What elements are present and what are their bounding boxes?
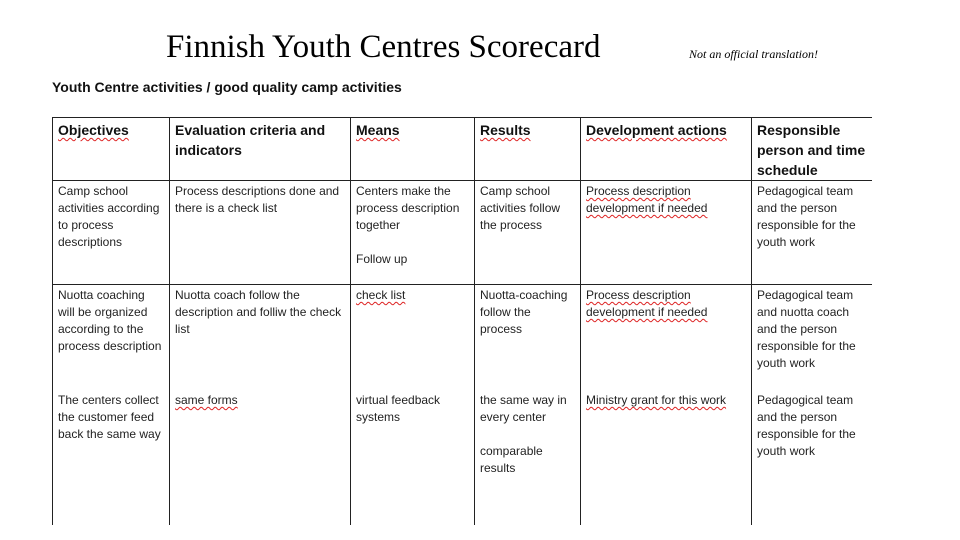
table-cell: check list	[351, 285, 475, 373]
table-cell: Centers make the process description together Follow up	[351, 181, 475, 285]
scorecard-table	[52, 117, 872, 525]
table-cell: Process description development if needed	[581, 181, 752, 285]
column-header-evaluation: Evaluation criteria and indicators	[170, 118, 351, 181]
table-cell: The centers collect the customer feed back the same way	[53, 372, 170, 525]
column-header-objectives: Objectives	[53, 118, 170, 181]
table-cell: Camp school activities follow the process	[475, 181, 581, 285]
table-cell: the same way in every center comparable results	[475, 372, 581, 525]
table-cell: Pedagogical team and the person responsible for the youth work	[752, 372, 872, 525]
column-header-responsible: Responsible person and time schedule	[752, 118, 872, 181]
table-row	[53, 285, 872, 373]
table-cell: Nuotta-coaching follow the process	[475, 285, 581, 373]
table-row	[53, 372, 872, 525]
page-title: Finnish Youth Centres Scorecard	[166, 29, 601, 65]
table-cell: Pedagogical team and the person responsible for the youth work	[752, 181, 872, 285]
table-cell: Process descriptions done and there is a check list	[170, 181, 351, 285]
table-cell: Pedagogical team and nuotta coach and the person responsible for the youth work	[752, 285, 872, 373]
table-cell: Camp school activities according to process descriptions	[53, 181, 170, 285]
column-header-development: Development actions	[581, 118, 752, 181]
section-subtitle: Youth Centre activities / good quality camp activities	[52, 79, 402, 95]
column-header-means: Means	[351, 118, 475, 181]
column-header-results: Results	[475, 118, 581, 181]
translation-note: Not an official translation!	[689, 47, 819, 61]
table-cell: virtual feedback systems	[351, 372, 475, 525]
table-cell: Nuotta coach follow the description and folliw the check list	[170, 285, 351, 373]
table-cell: Process description development if needed	[581, 285, 752, 373]
table-cell: same forms	[170, 372, 351, 525]
table-row	[53, 181, 872, 285]
table-cell: Ministry grant for this work	[581, 372, 752, 525]
table-header-row	[53, 118, 872, 181]
table-cell: Nuotta coaching will be organized according to the process description	[53, 285, 170, 373]
